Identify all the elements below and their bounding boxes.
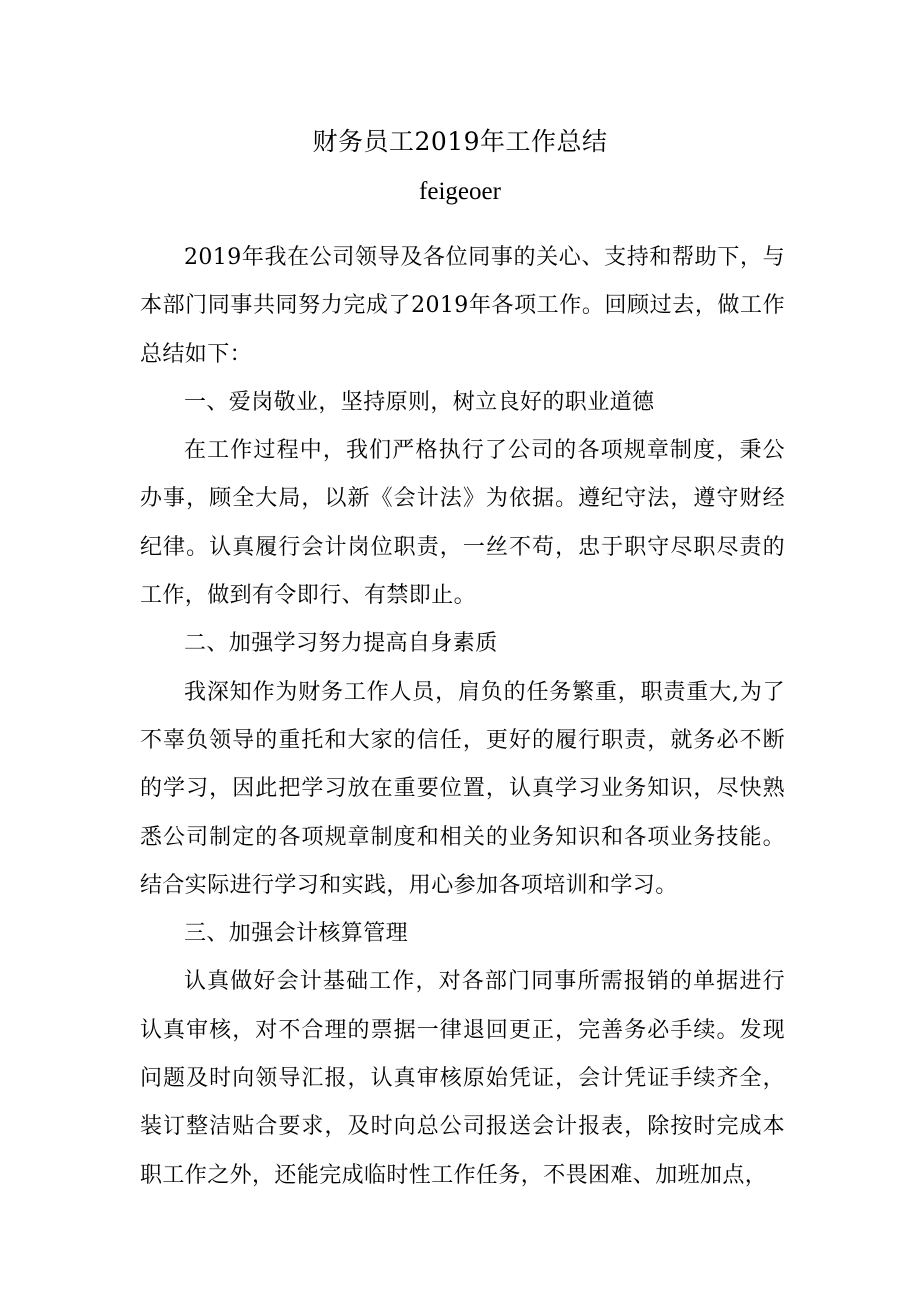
paragraph-section-3: 认真做好会计基础工作，对各部门同事所需报销的单据进行认真审核，对不合理的票据一律退回更正，完善务必手续。发现问题及时向领导汇报，认真审核原始凭证，会计凭证手续齐全，装订整洁贴合要求，及时向总公司报送会计报表，除按时完成本职工作之外，还能完成临时性工作任务，不畏困难、加班加点， [140, 969, 785, 1188]
paragraph-section-1: 在工作过程中，我们严格执行了公司的各项规章制度，秉公办事，顾全大局，以新《会计法》为依据。遵纪守法，遵守财经纪律。认真履行会计岗位职责，一丝不苟，忠于职守尽职尽责的工作，做到有令即行、有禁即止。 [140, 438, 785, 609]
section-heading-2: 二、加强学习努力提高自身素质 [184, 631, 498, 657]
paragraph-section-2: 我深知作为财务工作人员，肩负的任务繁重，职责重大,为了不辜负领导的重托和大家的信任，更好的履行职责，就务必不断的学习，因此把学习放在重要位置，认真学习业务知识，尽快熟悉公司制定的各项规章制度和相关的业务知识和各项业务技能。结合实际进行学习和实践，用心参加各项培训和学习。 [140, 679, 785, 898]
document-body [140, 234, 785, 1200]
paragraph-intro: 2019年我在公司领导及各位同事的关心、支持和帮助下，与本部门同事共同努力完成了2019年各项工作。回顾过去，做工作总结如下： [140, 245, 785, 367]
document-title: 财务员工2019年工作总结 [312, 127, 608, 156]
document-author: feigeoer [419, 178, 501, 205]
section-heading-3: 三、加强会计核算管理 [184, 921, 409, 947]
section-heading-1: 一、爱岗敬业，坚持原则，树立良好的职业道德 [184, 389, 655, 415]
